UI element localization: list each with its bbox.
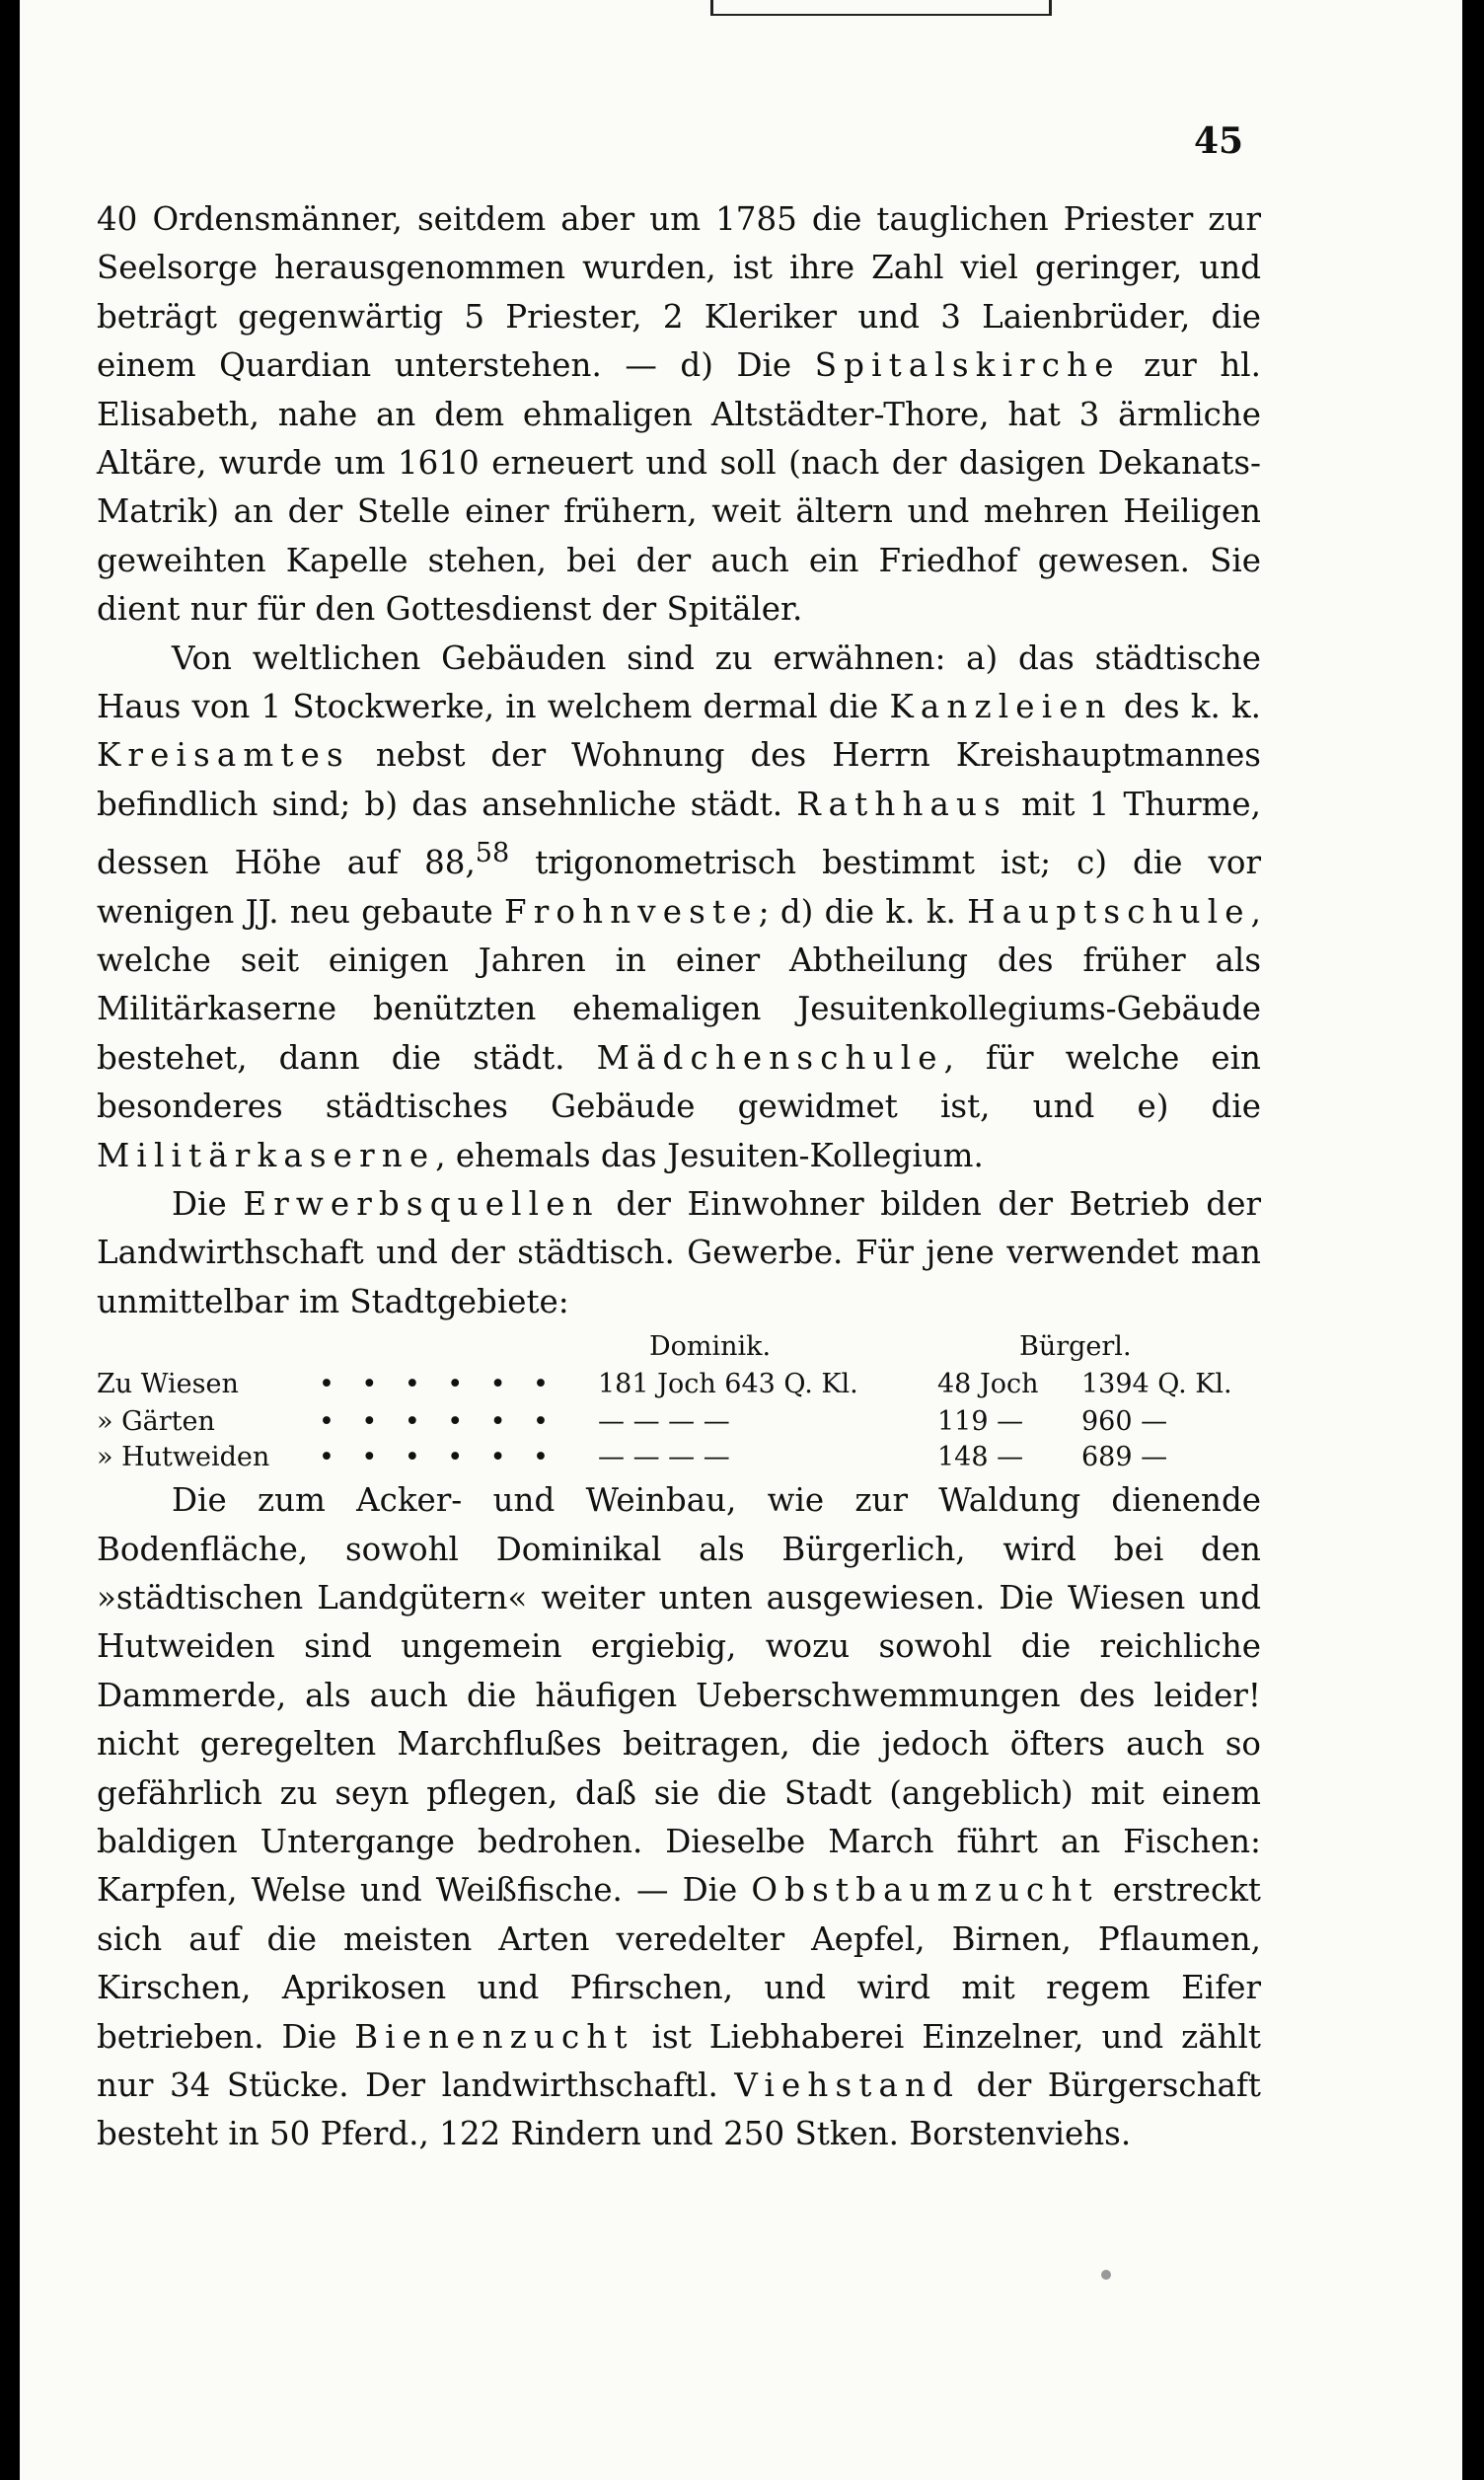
paragraph-bodenflaeche — [97, 1476, 1261, 2159]
row-label: » Gärten — [97, 1406, 215, 1438]
table-row — [97, 1439, 1261, 1476]
text-run: der Einwohner bilden der Betrieb der Landwirthschaft und der städtisch. Gewerbe. Für jene verwendet man unmittelbar im Stadtgebiete: — [97, 1184, 1262, 1320]
page-top-mark — [710, 0, 1052, 16]
buergerl-joch: 119 — — [937, 1406, 1024, 1438]
paper-spot — [1101, 2270, 1111, 2280]
dominik-value: — — — — — [598, 1442, 730, 1473]
dominik-value: 181 Joch 643 Q. Kl. — [598, 1369, 858, 1400]
spaced-term: Frohnveste — [504, 892, 759, 931]
buergerl-klafter: 689 — — [1081, 1442, 1168, 1473]
spaced-term: Hauptschule — [967, 892, 1251, 931]
buergerl-klafter: 960 — — [1081, 1406, 1168, 1438]
superscript: 58 — [475, 838, 510, 869]
table-row — [97, 1403, 1261, 1441]
leader-dots: • • • • • • — [319, 1442, 558, 1473]
text-run: , für welche ein besonderes städtisches Gebäude gewidmet ist, und e) die — [97, 1038, 1261, 1126]
spaced-term: Kreisamtes — [97, 736, 350, 775]
table-header-dominik: Dominik. — [649, 1331, 772, 1363]
text-run: ist Liebhaberei Einzelner, und zählt nur 34 Stücke. Der landwirthschaftl. — [97, 2017, 1261, 2105]
buergerl-klafter: 1394 Q. Kl. — [1081, 1369, 1232, 1400]
text-run: ; d) die k. k. — [758, 892, 968, 931]
scan-border-left — [0, 0, 20, 2480]
land-table — [97, 1326, 1261, 1476]
text-run: mit 1 Thurme, dessen Höhe auf 88, — [97, 785, 1261, 882]
row-label: » Hutweiden — [97, 1442, 270, 1473]
spaced-term: Mädchenschule — [596, 1038, 944, 1077]
spaced-term: Kanzleien — [889, 688, 1113, 726]
dominik-value: — — — — — [598, 1406, 730, 1438]
text-run: Die — [172, 1184, 244, 1223]
text-run: 40 Ordensmänner, seitdem aber um 1785 die tauglichen Priester zur Seelsorge herausgenommen wurden, ist ihre Zahl viel geringer, und beträgt gegenwärtig 5 Priester, 2 Kleriker und 3 Laienbrüder, die einem Quardian unterstehen. — d) Die — [97, 200, 1261, 385]
spaced-term: Viehstand — [734, 2067, 961, 2105]
page-number: 45 — [1194, 120, 1244, 162]
spaced-term: Obstbaumzucht — [751, 1871, 1099, 1910]
row-label: Zu Wiesen — [97, 1369, 239, 1400]
text-run: , ehemals das Jesuiten-Kollegium. — [435, 1136, 984, 1174]
text-run: zur hl. Elisabeth, nahe an dem ehmaligen Altstädter-Thore, hat 3 ärmliche Altäre, wurde um 1610 erneuert und soll (nach der dasigen Dekanats-Matrik) an der Stelle einer frühern, weit ältern und mehren Heiligen geweihten Kapelle stehen, bei der auch ein Friedhof gewesen. Sie dient nur für den Gottesdienst der Spitäler. — [97, 346, 1261, 629]
scan-border-right — [1462, 0, 1484, 2480]
spaced-term: Militärkaserne — [97, 1136, 436, 1174]
spaced-term: Bienenzucht — [354, 2017, 634, 2056]
text-run: der Bürgerschaft besteht in 50 Pferd., 122 Rindern und 250 Stken. Borstenviehs. — [97, 2067, 1261, 2153]
text-run: Von weltlichen Gebäuden sind zu erwähnen: a) das städtische Haus von 1 Stockwerke, in welchem dermal die — [97, 639, 1261, 726]
spaced-term: Erwerbsquellen — [243, 1184, 600, 1223]
spaced-term: Rathhaus — [796, 785, 1007, 823]
page-body — [97, 195, 1261, 2159]
text-run: Die zum Acker- und Weinbau, wie zur Waldung dienende Bodenfläche, sowohl Dominikal als Bürgerlich, wird bei den »städtischen Landgütern« weiter unten ausgewiesen. Die Wiesen und Hutweiden sind ungemein ergiebig, wozu sowohl die reichliche Dammerde, als auch die häufigen Ueberschwemmungen des leider! nicht geregelten Marchflußes beitragen, die jedoch öfters auch so gefährlich zu seyn pflegen, daß sie die Stadt (angeblich) mit einem baldigen Untergange bedrohen. Dieselbe March führt an Fischen: Karpfen, Welse und Weißfische. — Die — [97, 1481, 1261, 1910]
table-row — [97, 1366, 1261, 1403]
buergerl-joch: 148 — — [937, 1442, 1024, 1473]
paragraph-ordensmaenner — [97, 195, 1261, 635]
text-run: erstreckt sich auf die meisten Arten veredelter Aepfel, Birnen, Pflaumen, Kirschen, Aprikosen und Pfirschen, und wird mit regem Eifer betrieben. Die — [97, 1871, 1261, 2056]
paragraph-erwerbsquellen — [97, 1180, 1261, 1326]
paragraph-gebaeude — [97, 635, 1261, 1180]
text-run: trigonometrisch bestimmt ist; c) die vor wenigen JJ. neu gebaute — [97, 844, 1261, 931]
book-page — [20, 0, 1462, 2480]
buergerl-joch: 48 Joch — [937, 1369, 1039, 1400]
leader-dots: • • • • • • — [319, 1406, 558, 1438]
leader-dots: • • • • • • — [319, 1369, 558, 1400]
table-header-buergerl: Bürgerl. — [1019, 1331, 1132, 1363]
text-run: des k. k. — [1112, 688, 1261, 726]
text-run: nebst der Wohnung des Herrn Kreishauptmannes befindlich sind; b) das ansehnliche städt. — [97, 736, 1261, 823]
spaced-term: Spitalskirche — [814, 346, 1121, 385]
text-run: , welche seit einigen Jahren in einer Abtheilung des früher als Militärkaserne benützten ehemaligen Jesuitenkollegiums-Gebäude bestehet, dann die städt. — [97, 892, 1261, 1077]
